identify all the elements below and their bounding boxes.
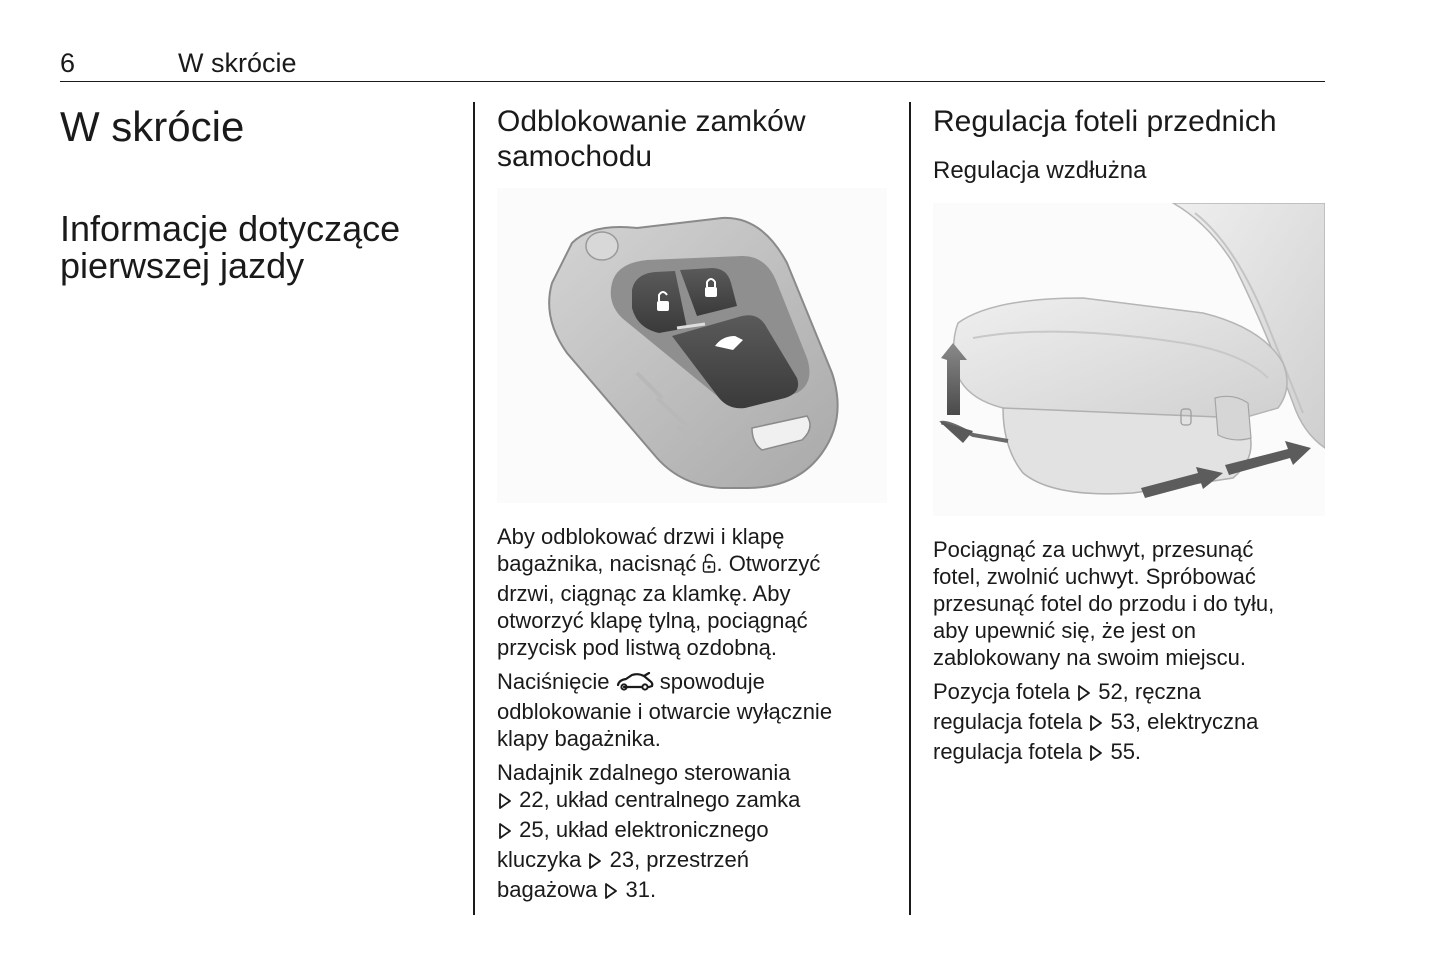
paragraph-references (497, 759, 892, 906)
page-reference[interactable]: 52, ręczna (1098, 679, 1201, 704)
paragraph-trunk (497, 668, 892, 752)
text-line: przycisk pod listwą ozdobną. (497, 635, 778, 660)
text-fragment: . Otworzyć (716, 551, 821, 576)
text-fragment: Naciśnięcie (497, 669, 616, 694)
text-line: zablokowany na swoim miejscu. (933, 645, 1247, 670)
key-fob-drawing (497, 188, 887, 503)
column-divider-left (473, 102, 475, 915)
section-title-line: Odblokowanie zamków (497, 105, 806, 138)
page-reference[interactable]: 22, układ centralnego zamka (519, 787, 801, 812)
text-fragment: Pozycja fotela (933, 679, 1077, 704)
text-line (933, 708, 1328, 738)
text-fragment: regulacja fotela (933, 739, 1089, 764)
page-reference[interactable]: 31. (625, 877, 657, 902)
subsection-title-longitudinal: Regulacja wzdłużna (933, 157, 1147, 184)
ref-arrow-icon (603, 879, 619, 906)
seat-drawing (933, 203, 1325, 516)
page-reference[interactable]: 23, przestrzeń (609, 847, 750, 872)
unlocking-body (497, 523, 892, 913)
text-line: przesunąć fotel do przodu i do tyłu, (933, 591, 1275, 616)
text-line (933, 678, 1328, 708)
seat-adjustment-body (933, 536, 1328, 775)
text-fragment: regulacja fotela (933, 709, 1089, 734)
text-line (497, 786, 892, 816)
text-fragment: bagażnika, nacisnąć (497, 551, 703, 576)
text-fragment: bagażowa (497, 877, 604, 902)
section-title-first-drive (60, 210, 460, 284)
running-header (60, 46, 1325, 82)
ref-arrow-icon (1076, 681, 1092, 708)
section-seat-adjustment (933, 104, 1328, 185)
text-fragment: kluczyka (497, 847, 588, 872)
ref-arrow-icon (497, 819, 513, 846)
paragraph-unlock (497, 523, 892, 661)
section-title-unlocking (497, 104, 892, 174)
text-line (497, 876, 892, 906)
ref-arrow-icon (497, 789, 513, 816)
text-line: otworzyć klapę tylną, pociągnąć (497, 608, 808, 633)
page-number: 6 (60, 48, 76, 78)
chapter-title: W skrócie (60, 103, 245, 150)
section-title-line: samochodu (497, 140, 653, 173)
text-line (497, 846, 892, 876)
text-line (497, 668, 892, 698)
page-reference[interactable]: 25, układ elektronicznego (519, 817, 769, 842)
running-title: W skrócie (178, 48, 297, 78)
text-fragment: spowoduje (653, 669, 765, 694)
text-line: klapy bagażnika. (497, 726, 661, 751)
text-line: drzwi, ciągnąc za klamkę. Aby (497, 581, 791, 606)
text-line: Aby odblokować drzwi i klapę (497, 524, 785, 549)
paragraph-seat-references (933, 678, 1328, 768)
section-title-line: Informacje dotyczące (60, 208, 401, 249)
key-fob-illustration (497, 188, 887, 503)
ref-arrow-icon (1088, 711, 1104, 738)
column-divider-right (909, 102, 911, 915)
car-trunk-icon (616, 671, 654, 698)
paragraph-seat-instructions (933, 536, 1328, 671)
ref-arrow-icon (587, 849, 603, 876)
section-title-line: pierwszej jazdy (60, 245, 305, 286)
seat-adjustment-illustration (933, 203, 1325, 516)
text-line: Pociągnąć za uchwyt, przesunąć (933, 537, 1254, 562)
page-reference[interactable]: 53, elektryczna (1110, 709, 1259, 734)
text-line: Nadajnik zdalnego sterowania (497, 760, 791, 785)
section-title-seats: Regulacja foteli przednich (933, 105, 1277, 138)
text-line (933, 738, 1328, 768)
unlock-icon (702, 552, 716, 580)
section-unlocking (497, 104, 892, 174)
text-line: odblokowanie i otwarcie wyłącznie (497, 699, 833, 724)
ref-arrow-icon (1088, 741, 1104, 768)
text-line: aby upewnić się, że jest on (933, 618, 1196, 643)
text-line (497, 550, 892, 580)
text-line: fotel, zwolnić uchwyt. Spróbować (933, 564, 1256, 589)
page-reference[interactable]: 55. (1110, 739, 1142, 764)
text-line (497, 816, 892, 846)
